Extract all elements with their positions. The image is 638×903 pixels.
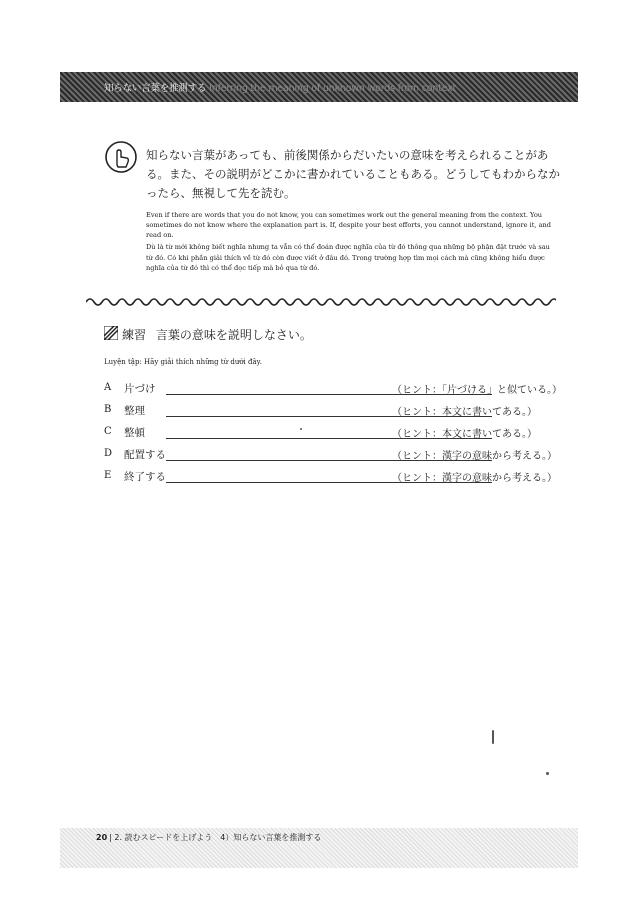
header-english: Inferring the meaning of unknown words from context (209, 83, 457, 94)
exercise-title: 言葉の意味を説明しなさい。 (155, 328, 312, 342)
item-hint: （ヒント：漢字の意味から考える。） (392, 451, 557, 462)
page-number: 20 (96, 833, 108, 842)
tip-english: Even if there are words that you do not know, you can sometimes work out the general meaning from the context. You sometimes do not know where the explanation part is. If, despite your best efforts, you cannot understand, ignore it, and read on. (146, 211, 551, 239)
item-word: 片づけ (124, 383, 156, 395)
exercise-item (104, 446, 564, 466)
footer-section: 2. 読むスピードを上げよう 4）知らない言葉を推測する (114, 833, 322, 842)
tip-vietnamese: Dù là từ mới không biết nghĩa nhưng ta vẫn có thể đoán được nghĩa của từ đó thông qua những bộ phận đặt trước và sau từ đó. Có khi phần giải thích về từ đó còn được viết ở đâu đó. Trong trường hợp tìm mọi cách mà cũng không hiểu được nghĩa của từ đó thì có thể đọc tiếp mà bỏ qua từ đó. (146, 243, 550, 272)
exercise-item (104, 468, 564, 488)
item-word: 配置する (124, 449, 166, 461)
exercise-stripe-icon (104, 326, 118, 340)
header-label: 知らない言葉を推測する (104, 83, 207, 94)
exercise-item (104, 380, 564, 400)
item-letter: A (104, 382, 112, 393)
item-word: 整頓 (124, 427, 145, 439)
item-word: 終了する (124, 471, 166, 483)
item-letter: E (104, 470, 112, 481)
exercise-heading (122, 326, 312, 343)
exercise-item (104, 424, 564, 444)
tip-japanese: 知らない言葉があっても、前後関係からだいたいの意味を考えられることがある。また、その説明がどこかに書かれていることもある。どうしてもわからなかったら、無視して先を読む。 (146, 148, 560, 200)
scan-speck (300, 428, 302, 430)
item-letter: C (104, 426, 112, 437)
exercise-item (104, 402, 564, 422)
item-letter: D (104, 448, 113, 459)
item-hint: （ヒント：本文に書いてある。） (392, 407, 537, 418)
item-hint: （ヒント：漢字の意味から考える。） (392, 473, 557, 484)
scan-speck (492, 730, 494, 744)
item-hint: （ヒント：「片づける」と似ている。） (392, 385, 562, 396)
pointing-hand-icon (104, 140, 138, 174)
wavy-divider (86, 294, 556, 310)
item-word: 整理 (124, 405, 145, 417)
item-hint: （ヒント：本文に書いてある。） (392, 429, 537, 440)
exercise-vietnamese-instruction: Luyện tập: Hãy giải thích những từ dưới đây. (104, 358, 262, 366)
scan-speck (546, 772, 549, 775)
exercise-label: 練習 (122, 328, 147, 342)
item-letter: B (104, 404, 112, 415)
header-title (104, 80, 456, 94)
footer: 20 | 2. 読むスピードを上げよう 4）知らない言葉を推測する (96, 833, 322, 842)
